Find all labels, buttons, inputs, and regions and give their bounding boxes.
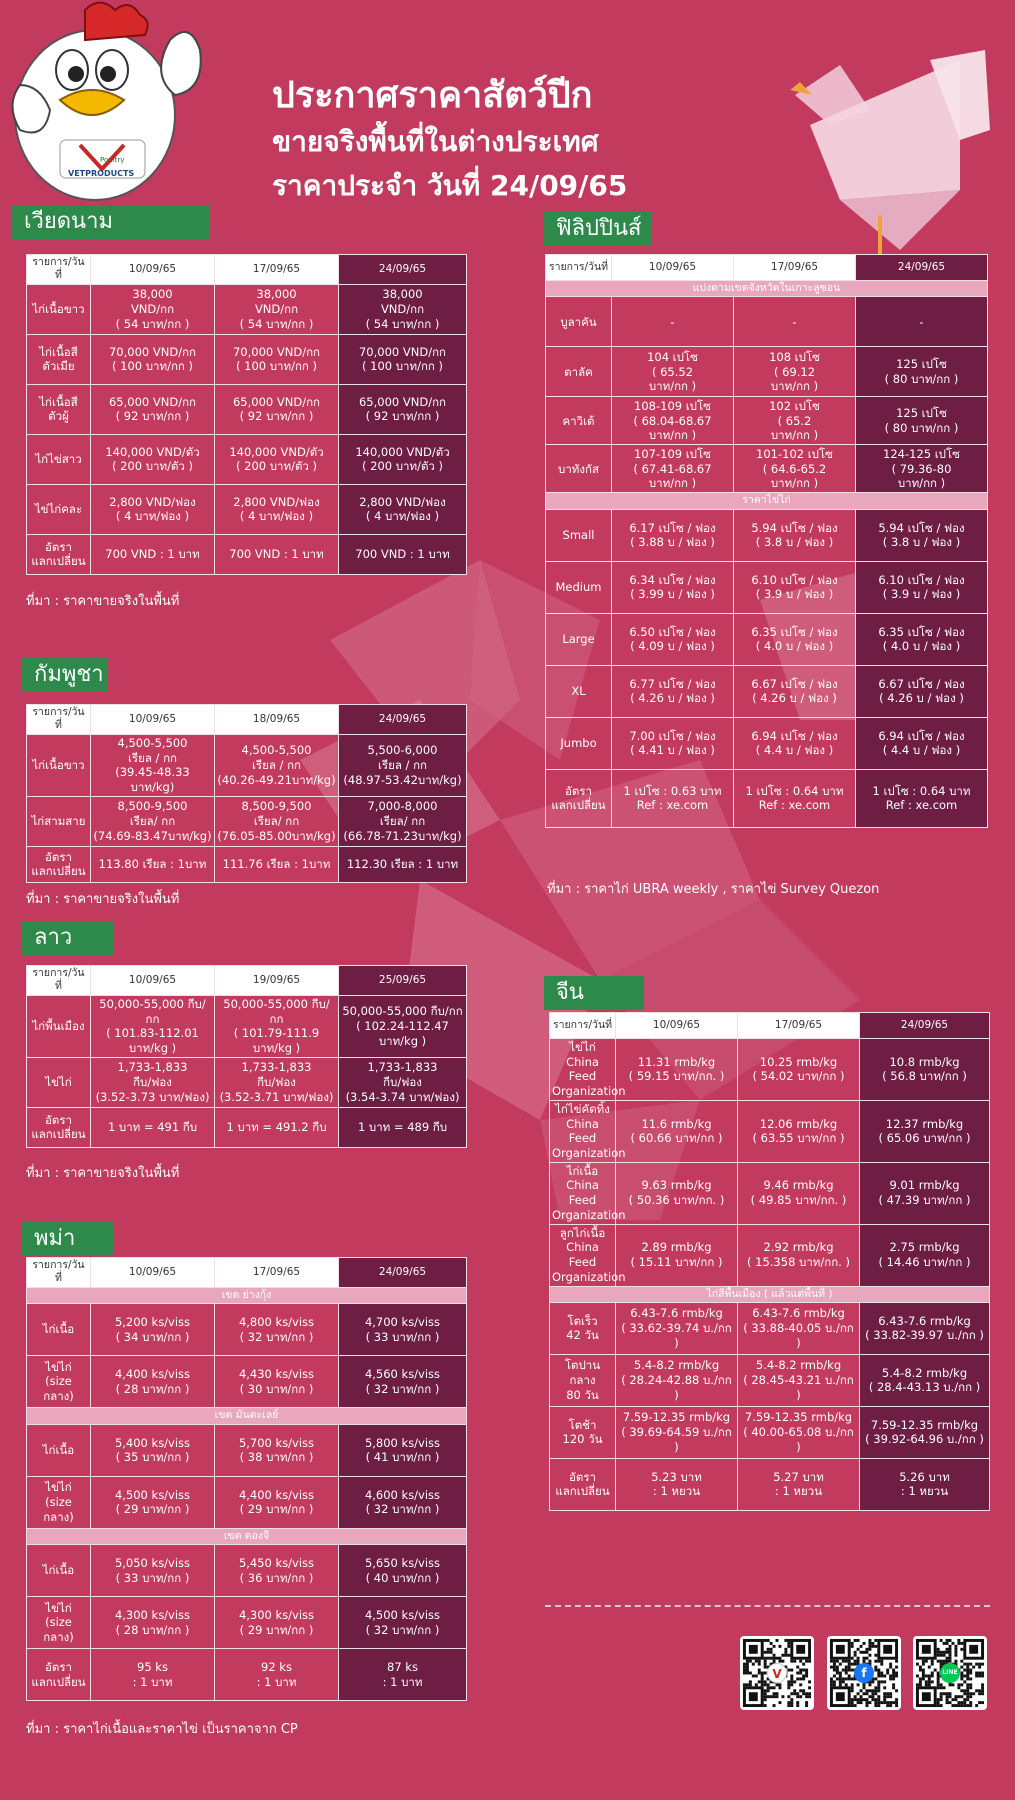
price-cell: 6.17 เปโซ / ฟอง ( 3.88 บ / ฟอง ) xyxy=(612,509,734,561)
table-row xyxy=(27,796,467,846)
price-cell: 12.06 rmb/kg ( 63.55 บาท/กก ) xyxy=(738,1100,860,1162)
header-item-date: รายการ/วันที่ xyxy=(546,255,612,281)
price-cell: 5,500-6,000 เรียล / กก (48.97-53.42บาท/kg) xyxy=(339,734,467,796)
table-header-row xyxy=(550,1013,990,1039)
price-cell: 6.94 เปโซ / ฟอง ( 4.4 บ / ฟอง ) xyxy=(856,717,988,769)
price-cell: 113.80 เรียล : 1บาท xyxy=(91,846,215,882)
table-row xyxy=(27,1476,467,1528)
price-cell: 6.34 เปโซ / ฟอง ( 3.99 บ / ฟอง ) xyxy=(612,561,734,613)
table-row xyxy=(27,734,467,796)
row-label: XL xyxy=(546,665,612,717)
row-label: อัตรา แลกเปลี่ยน xyxy=(550,1458,616,1510)
header-date: 17/09/65 xyxy=(215,1258,339,1288)
table-row xyxy=(27,1597,467,1649)
table-row xyxy=(546,717,988,769)
price-cell: 70,000 VND/กก ( 100 บาท/กก ) xyxy=(339,334,467,384)
price-cell: 5.94 เปโซ / ฟอง ( 3.8 บ / ฟอง ) xyxy=(856,509,988,561)
price-cell: 12.37 rmb/kg ( 65.06 บาท/กก ) xyxy=(860,1100,990,1162)
philippines-source: ที่มา : ราคาไก่ UBRA weekly , ราคาไข่ Survey Quezon xyxy=(547,882,880,897)
price-cell: 65,000 VND/กก ( 92 บาท/กก ) xyxy=(339,384,467,434)
page-subtitle: ขายจริงพื้นที่ในต่างประเทศ xyxy=(272,125,599,158)
price-cell: 1 บาท = 491 กีบ xyxy=(91,1107,215,1147)
row-label: ไก่เนื้อ xyxy=(27,1545,91,1597)
table-header-row xyxy=(27,966,467,996)
header-date: 24/09/65 xyxy=(860,1013,990,1039)
table-row xyxy=(27,1545,467,1597)
price-cell: 65,000 VND/กก ( 92 บาท/กก ) xyxy=(91,384,215,434)
price-cell: 5,800 ks/viss ( 41 บาท/กก ) xyxy=(339,1424,467,1476)
header-date: 17/09/65 xyxy=(738,1013,860,1039)
row-label: ไก่พื้นเมือง xyxy=(27,995,91,1057)
section-cambodia-title: กัมพูชา xyxy=(22,658,108,692)
philippines-price-table xyxy=(545,254,988,828)
row-label: ไก่เนื้อสี ตัวเมีย xyxy=(27,334,91,384)
table-header-row xyxy=(27,705,467,735)
page-date: ราคาประจำ วันที่ 24/09/65 xyxy=(272,169,628,202)
section-laos-title: ลาว xyxy=(22,921,114,955)
row-label: ไก่ไข่สาว xyxy=(27,434,91,484)
qr-code-vetproducts[interactable] xyxy=(740,1636,814,1710)
price-cell: 7.59-12.35 rmb/kg ( 40.00-65.08 บ./กก ) xyxy=(738,1406,860,1458)
header-date: 10/09/65 xyxy=(91,705,215,735)
price-cell: 1 เปโซ : 0.64 บาท Ref : xe.com xyxy=(734,769,856,827)
table-row xyxy=(27,1649,467,1701)
price-cell: 112.30 เรียล : 1 บาท xyxy=(339,846,467,882)
price-cell: 101-102 เปโซ ( 64.6-65.2 บาท/กก ) xyxy=(734,445,856,493)
price-cell: 5,050 ks/viss ( 33 บาท/กก ) xyxy=(91,1545,215,1597)
table-row xyxy=(27,995,467,1057)
price-cell: 140,000 VND/ตัว ( 200 บาท/ตัว ) xyxy=(215,434,339,484)
price-cell: 124-125 เปโซ ( 79.36-80 บาท/กก ) xyxy=(856,445,988,493)
vietnam-source: ที่มา : ราคาขายจริงในพื้นที่ xyxy=(26,594,180,609)
row-label: Jumbo xyxy=(546,717,612,769)
row-label: ไข่ไก่ (size กลาง) xyxy=(27,1356,91,1408)
price-cell: 2,800 VND/ฟอง ( 4 บาท/ฟอง ) xyxy=(215,484,339,534)
price-cell: 11.31 rmb/kg ( 59.15 บาท/กก. ) xyxy=(616,1039,738,1101)
price-cell: 5,200 ks/viss ( 34 บาท/กก ) xyxy=(91,1304,215,1356)
brand-label: VETPRODUCTS xyxy=(68,169,135,178)
price-cell: 1,733-1,833 กีบ/ฟอง (3.54-3.74 บาท/ฟอง) xyxy=(339,1057,467,1107)
section-myanmar-title: พม่า xyxy=(22,1222,114,1256)
row-label: อัตรา แลกเปลี่ยน xyxy=(546,769,612,827)
row-label: ไก่เนื้อ China Feed Organization xyxy=(550,1162,616,1224)
qr-code-line[interactable] xyxy=(913,1636,987,1710)
row-label: คาวิเต้ xyxy=(546,397,612,445)
table-row xyxy=(27,384,467,434)
row-label: ไก่เนื้อ xyxy=(27,1304,91,1356)
price-cell: 6.43-7.6 rmb/kg ( 33.62-39.74 บ./กก ) xyxy=(616,1302,738,1354)
price-cell: 5.4-8.2 rmb/kg ( 28.45-43.21 บ./กก ) xyxy=(738,1354,860,1406)
price-cell: 125 เปโซ ( 80 บาท/กก ) xyxy=(856,347,988,397)
table-row xyxy=(27,334,467,384)
price-cell: 1 บาท = 491.2 กีบ xyxy=(215,1107,339,1147)
section-vietnam-title: เวียดนาม xyxy=(12,205,210,239)
cambodia-source: ที่มา : ราคาขายจริงในพื้นที่ xyxy=(26,892,180,907)
price-cell: 6.43-7.6 rmb/kg ( 33.88-40.05 บ./กก ) xyxy=(738,1302,860,1354)
header-item-date: รายการ/วันที่ xyxy=(27,255,91,285)
table-row xyxy=(27,1107,467,1147)
price-cell: 107-109 เปโซ ( 67.41-68.67 บาท/กก ) xyxy=(612,445,734,493)
price-cell: 10.8 rmb/kg ( 56.8 บาท/กก ) xyxy=(860,1039,990,1101)
price-cell: 5,700 ks/viss ( 38 บาท/กก ) xyxy=(215,1424,339,1476)
row-label: ไข่ไก่ (size กลาง) xyxy=(27,1476,91,1528)
price-cell: 111.76 เรียล : 1บาท xyxy=(215,846,339,882)
price-cell: 4,500 ks/viss ( 29 บาท/กก ) xyxy=(91,1476,215,1528)
header-date: 19/09/65 xyxy=(215,966,339,996)
table-row xyxy=(550,1224,990,1286)
table-header-row xyxy=(27,255,467,285)
price-cell: 4,700 ks/viss ( 33 บาท/กก ) xyxy=(339,1304,467,1356)
price-cell: 50,000-55,000 กีบ/กก ( 101.83-112.01 บาท/kg ) xyxy=(91,995,215,1057)
vietnam-price-table xyxy=(26,254,467,575)
price-cell: 700 VND : 1 บาท xyxy=(215,534,339,574)
table-row xyxy=(27,434,467,484)
price-cell: 4,600 ks/viss ( 32 บาท/กก ) xyxy=(339,1476,467,1528)
price-cell: 70,000 VND/กก ( 100 บาท/กก ) xyxy=(215,334,339,384)
row-label: ไข่ไก่ China Feed Organization xyxy=(550,1039,616,1101)
page-title: ประกาศราคาสัตว์ปีก xyxy=(272,75,593,116)
price-cell: 38,000 VND/กก ( 54 บาท/กก ) xyxy=(91,284,215,334)
header-date: 18/09/65 xyxy=(215,705,339,735)
table-subheader: ราคาไข่ไก่ xyxy=(546,493,988,509)
row-label: ตาลัค xyxy=(546,347,612,397)
row-label: ไก่เนื้อสี ตัวผู้ xyxy=(27,384,91,434)
row-label: โตช้า 120 วัน xyxy=(550,1406,616,1458)
price-cell: 104 เปโซ ( 65.52 บาท/กก ) xyxy=(612,347,734,397)
price-cell: 4,300 ks/viss ( 29 บาท/กก ) xyxy=(215,1597,339,1649)
price-cell: 700 VND : 1 บาท xyxy=(91,534,215,574)
price-cell: - xyxy=(734,297,856,347)
price-cell: 4,400 ks/viss ( 28 บาท/กก ) xyxy=(91,1356,215,1408)
table-row xyxy=(550,1354,990,1406)
price-cell: 5,650 ks/viss ( 40 บาท/กก ) xyxy=(339,1545,467,1597)
header-date: 24/09/65 xyxy=(339,1258,467,1288)
header-item-date: รายการ/วันที่ xyxy=(27,705,91,735)
price-cell: 7.00 เปโซ / ฟอง ( 4.41 บ / ฟอง ) xyxy=(612,717,734,769)
price-cell: 6.10 เปโซ / ฟอง ( 3.9 บ / ฟอง ) xyxy=(734,561,856,613)
header-date: 25/09/65 xyxy=(339,966,467,996)
header-date: 24/09/65 xyxy=(339,255,467,285)
price-cell: 1 บาท = 489 กีบ xyxy=(339,1107,467,1147)
row-label: ไก่ไข่คัดทิ้ง China Feed Organization xyxy=(550,1100,616,1162)
table-row xyxy=(546,509,988,561)
price-cell: 92 ks : 1 บาท xyxy=(215,1649,339,1701)
price-cell: 8,500-9,500 เรียล/ กก (76.05-85.00บาท/kg) xyxy=(215,796,339,846)
price-cell: 38,000 VND/กก ( 54 บาท/กก ) xyxy=(215,284,339,334)
table-subheader-row xyxy=(546,281,988,297)
row-label: ไข่ไก่ (size กลาง) xyxy=(27,1597,91,1649)
table-row xyxy=(27,1304,467,1356)
price-cell: 7,000-8,000 เรียล/ กก (66.78-71.23บาท/kg) xyxy=(339,796,467,846)
price-cell: 87 ks : 1 บาท xyxy=(339,1649,467,1701)
price-cell: 140,000 VND/ตัว ( 200 บาท/ตัว ) xyxy=(91,434,215,484)
row-label: ไก่สามสาย xyxy=(27,796,91,846)
price-cell: 50,000-55,000 กีบ/กก ( 101.79-111.9 บาท/kg ) xyxy=(215,995,339,1057)
row-label: ไข่ไก่คละ xyxy=(27,484,91,534)
row-label: Large xyxy=(546,613,612,665)
header-item-date: รายการ/วันที่ xyxy=(27,1258,91,1288)
price-cell: 7.59-12.35 rmb/kg ( 39.92-64.96 บ./กก ) xyxy=(860,1406,990,1458)
brand-small: Poultry xyxy=(100,156,125,164)
price-cell: 4,500 ks/viss ( 32 บาท/กก ) xyxy=(339,1597,467,1649)
header-date: 10/09/65 xyxy=(616,1013,738,1039)
section-china-title: จีน xyxy=(544,976,644,1010)
price-cell: 700 VND : 1 บาท xyxy=(339,534,467,574)
price-cell: 50,000-55,000 กีบ/กก ( 102.24-112.47 บาท/kg ) xyxy=(339,995,467,1057)
price-cell: 2,800 VND/ฟอง ( 4 บาท/ฟอง ) xyxy=(339,484,467,534)
table-row xyxy=(546,561,988,613)
price-cell: 2.89 rmb/kg ( 15.11 บาท/กก ) xyxy=(616,1224,738,1286)
row-label: ไก่เนื้อขาว xyxy=(27,284,91,334)
price-cell: 5,450 ks/viss ( 36 บาท/กก ) xyxy=(215,1545,339,1597)
table-subheader: แบ่งตามเขตจังหวัดในเกาะลูซอน xyxy=(546,281,988,297)
price-cell: 9.46 rmb/kg ( 49.85 บาท/กก. ) xyxy=(738,1162,860,1224)
price-cell: - xyxy=(612,297,734,347)
price-cell: 5.27 บาท : 1 หยวน xyxy=(738,1458,860,1510)
price-cell: 6.50 เปโซ / ฟอง ( 4.09 บ / ฟอง ) xyxy=(612,613,734,665)
price-cell: 9.01 rmb/kg ( 47.39 บาท/กก ) xyxy=(860,1162,990,1224)
table-row xyxy=(550,1406,990,1458)
price-cell: 6.43-7.6 rmb/kg ( 33.82-39.97 บ./กก ) xyxy=(860,1302,990,1354)
price-cell: 8,500-9,500 เรียล/ กก (74.69-83.47บาท/kg) xyxy=(91,796,215,846)
price-cell: 6.10 เปโซ / ฟอง ( 3.9 บ / ฟอง ) xyxy=(856,561,988,613)
price-cell: 5.94 เปโซ / ฟอง ( 3.8 บ / ฟอง ) xyxy=(734,509,856,561)
price-cell: 1 เปโซ : 0.63 บาท Ref : xe.com xyxy=(612,769,734,827)
price-cell: 38,000 VND/กก ( 54 บาท/กก ) xyxy=(339,284,467,334)
header-date: 24/09/65 xyxy=(856,255,988,281)
price-cell: 4,400 ks/viss ( 29 บาท/กก ) xyxy=(215,1476,339,1528)
price-cell: 65,000 VND/กก ( 92 บาท/กก ) xyxy=(215,384,339,434)
table-row xyxy=(27,284,467,334)
header-date: 17/09/65 xyxy=(215,255,339,285)
price-cell: 5.4-8.2 rmb/kg ( 28.24-42.88 บ./กก ) xyxy=(616,1354,738,1406)
table-row xyxy=(546,665,988,717)
price-cell: 5.26 บาท : 1 หยวน xyxy=(860,1458,990,1510)
table-row xyxy=(27,534,467,574)
dashed-divider xyxy=(545,1605,990,1607)
row-label: บูลาคัน xyxy=(546,297,612,347)
facebook-icon: f xyxy=(854,1663,874,1683)
header-date: 17/09/65 xyxy=(734,255,856,281)
table-row xyxy=(27,846,467,882)
table-row xyxy=(27,1356,467,1408)
laos-price-table xyxy=(26,965,467,1148)
price-cell: 2,800 VND/ฟอง ( 4 บาท/ฟอง ) xyxy=(91,484,215,534)
price-cell: 140,000 VND/ตัว ( 200 บาท/ตัว ) xyxy=(339,434,467,484)
price-cell: 108 เปโซ ( 69.12 บาท/กก ) xyxy=(734,347,856,397)
price-cell: - xyxy=(856,297,988,347)
price-cell: 4,300 ks/viss ( 28 บาท/กก ) xyxy=(91,1597,215,1649)
row-label: อัตรา แลกเปลี่ยน xyxy=(27,1649,91,1701)
header-date: 24/09/65 xyxy=(339,705,467,735)
price-cell: 4,800 ks/viss ( 32 บาท/กก ) xyxy=(215,1304,339,1356)
row-label: อัตรา แลกเปลี่ยน xyxy=(27,846,91,882)
header-date: 10/09/65 xyxy=(91,255,215,285)
table-row xyxy=(546,445,988,493)
price-cell: 5.23 บาท : 1 หยวน xyxy=(616,1458,738,1510)
price-cell: 10.25 rmb/kg ( 54.02 บาท/กก ) xyxy=(738,1039,860,1101)
table-header-row xyxy=(546,255,988,281)
vetproducts-logo-icon: V xyxy=(767,1663,787,1683)
price-cell: 4,560 ks/viss ( 32 บาท/กก ) xyxy=(339,1356,467,1408)
price-cell: 5,400 ks/viss ( 35 บาท/กก ) xyxy=(91,1424,215,1476)
row-label: ไก่เนื้อ xyxy=(27,1424,91,1476)
price-cell: 4,500-5,500 เรียล / กก (40.26-49.21บาท/kg) xyxy=(215,734,339,796)
price-cell: 1 เปโซ : 0.64 บาท Ref : xe.com xyxy=(856,769,988,827)
price-cell: 102 เปโซ ( 65.2 บาท/กก ) xyxy=(734,397,856,445)
price-cell: 1,733-1,833 กีบ/ฟอง (3.52-3.73 บาท/ฟอง) xyxy=(91,1057,215,1107)
laos-source: ที่มา : ราคาขายจริงในพื้นที่ xyxy=(26,1166,180,1181)
price-cell: 2.92 rmb/kg ( 15.358 บาท/กก. ) xyxy=(738,1224,860,1286)
row-label: อัตรา แลกเปลี่ยน xyxy=(27,1107,91,1147)
row-label: โตเร็ว 42 วัน xyxy=(550,1302,616,1354)
table-subheader-row xyxy=(546,493,988,509)
table-row xyxy=(546,613,988,665)
table-row xyxy=(27,1057,467,1107)
price-cell: 11.6 rmb/kg ( 60.66 บาท/กก ) xyxy=(616,1100,738,1162)
qr-code-facebook[interactable] xyxy=(827,1636,901,1710)
table-row xyxy=(546,297,988,347)
price-cell: 70,000 VND/กก ( 100 บาท/กก ) xyxy=(91,334,215,384)
header-date: 10/09/65 xyxy=(612,255,734,281)
price-cell: 7.59-12.35 rmb/kg ( 39.69-64.59 บ./กก ) xyxy=(616,1406,738,1458)
header-date: 10/09/65 xyxy=(91,966,215,996)
price-cell: 9.63 rmb/kg ( 50.36 บาท/กก. ) xyxy=(616,1162,738,1224)
row-label: บาทังกัส xyxy=(546,445,612,493)
price-cell: 108-109 เปโซ ( 68.04-68.67 บาท/กก ) xyxy=(612,397,734,445)
table-row xyxy=(546,769,988,827)
header-item-date: รายการ/วันที่ xyxy=(27,966,91,996)
table-row xyxy=(27,484,467,534)
price-cell: 4,500-5,500 เรียล / กก (39.45-48.33 บาท/kg) xyxy=(91,734,215,796)
table-subheader-row xyxy=(27,1287,467,1303)
header-date: 10/09/65 xyxy=(91,1258,215,1288)
header-item-date: รายการ/วันที่ xyxy=(550,1013,616,1039)
price-cell: 1,733-1,833 กีบ/ฟอง (3.52-3.71 บาท/ฟอง) xyxy=(215,1057,339,1107)
table-header-row xyxy=(27,1258,467,1288)
table-subheader: เขต ย่างกุ้ง xyxy=(27,1287,467,1303)
row-label: Small xyxy=(546,509,612,561)
table-row xyxy=(550,1302,990,1354)
price-cell: 2.75 rmb/kg ( 14.46 บาท/กก ) xyxy=(860,1224,990,1286)
myanmar-price-table xyxy=(26,1257,467,1701)
table-subheader-row xyxy=(550,1286,990,1302)
row-label: ลูกไก่เนื้อ China Feed Organization xyxy=(550,1224,616,1286)
price-cell: 6.35 เปโซ / ฟอง ( 4.0 บ / ฟอง ) xyxy=(856,613,988,665)
table-subheader: เขต ตองจี xyxy=(27,1528,467,1544)
table-row xyxy=(546,347,988,397)
table-subheader-row xyxy=(27,1408,467,1424)
section-philippines-title: ฟิลิปปินส์ xyxy=(544,212,652,246)
table-row xyxy=(550,1100,990,1162)
row-label: ไข่ไก่ xyxy=(27,1057,91,1107)
chicken-mascot-icon xyxy=(0,0,240,210)
china-price-table xyxy=(549,1012,990,1511)
price-cell: 6.77 เปโซ / ฟอง ( 4.26 บ / ฟอง ) xyxy=(612,665,734,717)
table-row xyxy=(27,1424,467,1476)
price-cell: 6.67 เปโซ / ฟอง ( 4.26 บ / ฟอง ) xyxy=(856,665,988,717)
cambodia-price-table xyxy=(26,704,467,883)
price-cell: 6.94 เปโซ / ฟอง ( 4.4 บ / ฟอง ) xyxy=(734,717,856,769)
line-icon: LINE xyxy=(940,1663,960,1683)
row-label: Medium xyxy=(546,561,612,613)
row-label: อัตรา แลกเปลี่ยน xyxy=(27,534,91,574)
table-row xyxy=(550,1458,990,1510)
myanmar-source: ที่มา : ราคาไก่เนื้อและราคาไข่ เป็นราคาจาก CP xyxy=(26,1722,298,1737)
table-row xyxy=(550,1162,990,1224)
price-cell: 6.67 เปโซ / ฟอง ( 4.26 บ / ฟอง ) xyxy=(734,665,856,717)
row-label: โตปานกลาง 80 วัน xyxy=(550,1354,616,1406)
table-row xyxy=(546,397,988,445)
price-cell: 4,430 ks/viss ( 30 บาท/กก ) xyxy=(215,1356,339,1408)
row-label: ไก่เนื้อขาว xyxy=(27,734,91,796)
table-subheader: เขต มันดะเลย์ xyxy=(27,1408,467,1424)
price-cell: 6.35 เปโซ / ฟอง ( 4.0 บ / ฟอง ) xyxy=(734,613,856,665)
table-subheader: ไก่สีพื้นเมือง ( แล้วแต่พื้นที่ ) xyxy=(550,1286,990,1302)
table-row xyxy=(550,1039,990,1101)
price-cell: 95 ks : 1 บาท xyxy=(91,1649,215,1701)
table-subheader-row xyxy=(27,1528,467,1544)
price-cell: 125 เปโซ ( 80 บาท/กก ) xyxy=(856,397,988,445)
price-cell: 5.4-8.2 rmb/kg ( 28.4-43.13 บ./กก ) xyxy=(860,1354,990,1406)
